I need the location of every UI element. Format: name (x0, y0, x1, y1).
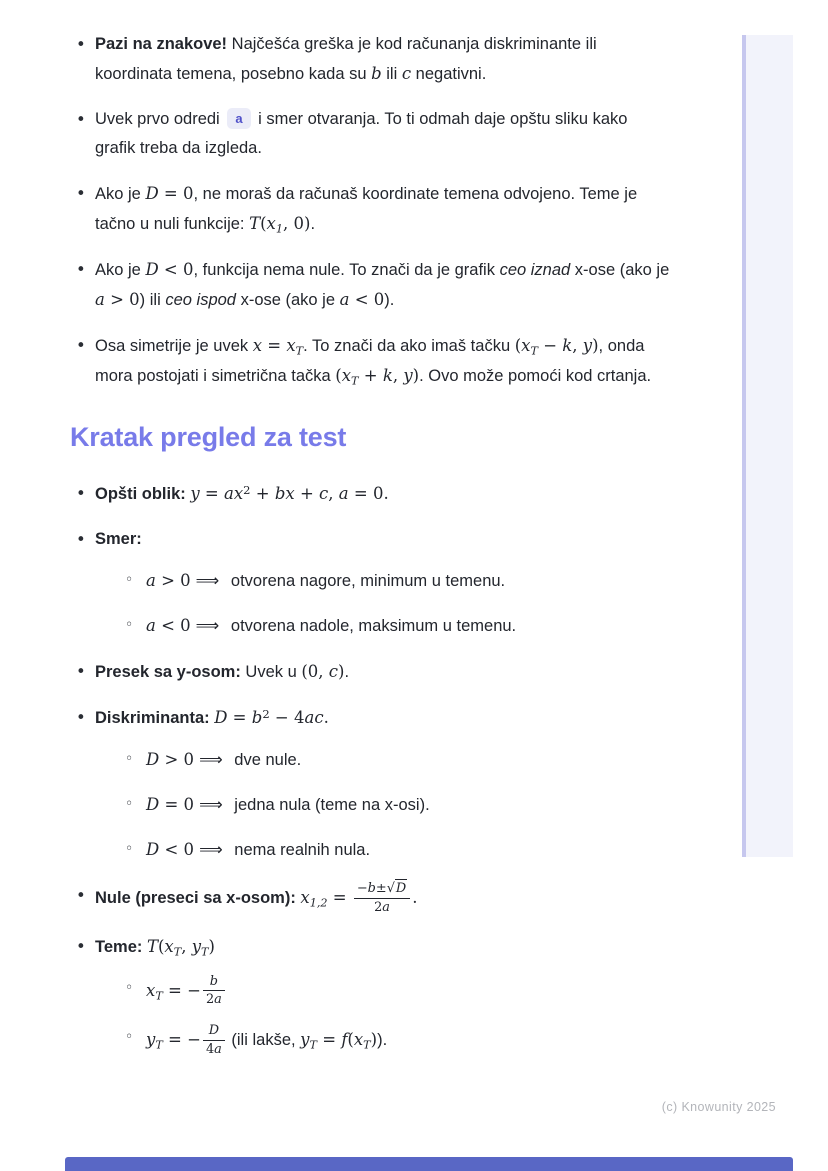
text-segment: Osa simetrije je uvek (95, 337, 253, 355)
text-segment: Presek sa y-osom: (95, 663, 246, 681)
list-item-text (95, 482, 389, 503)
text-segment: , (181, 936, 192, 956)
text-segment: + (358, 366, 383, 385)
text-segment: ceo iznad (499, 261, 571, 279)
text-segment: D (145, 184, 159, 203)
review-bullet-list (70, 479, 670, 1058)
list-item-text (95, 938, 215, 956)
sub-list-item (122, 974, 670, 1009)
text-segment: T (249, 214, 261, 233)
list-item (70, 525, 670, 641)
math-fraction (354, 881, 410, 916)
text-segment: y (403, 366, 413, 385)
text-segment: negativni. (411, 65, 487, 83)
text-segment: ⟹ (199, 750, 223, 769)
list-item-text (95, 706, 329, 727)
list-item-text (146, 841, 370, 859)
list-item-text (95, 35, 597, 83)
text-segment: ( (260, 214, 267, 233)
text-segment: a (382, 899, 390, 915)
text-segment: , 0) (283, 214, 311, 233)
math-subscript: T (155, 989, 163, 1003)
text-segment: ili (381, 65, 402, 83)
intro-bullet-list (70, 30, 670, 391)
text-segment: ). (377, 1031, 388, 1050)
list-item-text (95, 336, 652, 388)
list-item (70, 703, 670, 865)
math-subscript: T (155, 1038, 163, 1052)
text-segment: = (199, 484, 224, 503)
text-segment: x (252, 336, 263, 355)
list-item (70, 30, 670, 89)
copyright-notice: (c) Knowunity 2025 (661, 1100, 776, 1114)
text-segment: ⟹ (199, 795, 223, 814)
text-segment: ( (335, 366, 342, 385)
text-segment: ) (592, 336, 599, 355)
list-item-text (146, 796, 430, 814)
text-segment: x (266, 214, 276, 233)
text-segment: ) (208, 936, 215, 956)
text-segment: . To znači da ako imaš tačku (303, 337, 515, 355)
sub-list-item (122, 790, 670, 820)
sub-list-item (122, 611, 670, 641)
text-segment: otvorena nadole, maksimum u temenu. (226, 617, 517, 635)
text-segment: Teme: (95, 937, 147, 956)
text-segment: D (208, 1023, 220, 1039)
text-segment: , (328, 484, 339, 503)
text-segment: x (286, 336, 296, 355)
text-segment: y (146, 1030, 156, 1050)
list-item-text (146, 617, 516, 635)
math-subscript: T (530, 344, 538, 358)
text-segment: Ako je (95, 261, 146, 279)
text-segment: D (146, 840, 160, 859)
text-segment: jedna nula (teme na x-osi). (229, 796, 430, 814)
text-segment: (ili lakše, (226, 1031, 301, 1050)
nested-bullet-list (95, 745, 670, 865)
text-segment: ( (514, 336, 522, 355)
text-segment: − 4 (269, 708, 305, 727)
text-segment: k (382, 366, 393, 385)
text-segment: , (572, 336, 583, 355)
text-segment: = (227, 708, 252, 727)
text-segment: ⟹ (199, 840, 223, 859)
text-segment: x (164, 936, 174, 956)
text-segment: ( (347, 1030, 354, 1050)
text-segment: ± (375, 881, 387, 896)
text-segment: + (294, 484, 320, 503)
text-segment: x (146, 980, 156, 1000)
nested-bullet-list (95, 974, 670, 1058)
text-segment: x (300, 888, 310, 908)
text-segment: D (146, 750, 160, 769)
text-segment: nema realnih nula. (229, 841, 371, 859)
list-item (70, 932, 670, 1058)
list-item-text (146, 572, 505, 590)
text-segment: D (146, 795, 160, 814)
text-segment: y (191, 936, 202, 956)
math-subscript: T (309, 1038, 317, 1052)
text-segment: = − (162, 980, 201, 1000)
text-segment: ). (384, 291, 395, 309)
text-segment: . (310, 215, 316, 233)
inline-code-chip: a (227, 108, 250, 129)
text-segment: y (582, 336, 593, 355)
next-page-bottom-edge (65, 1157, 793, 1171)
text-segment: b (371, 64, 382, 83)
math-subscript: 1 (275, 222, 283, 236)
list-item-text (146, 1023, 388, 1057)
text-segment: D (395, 881, 407, 896)
text-segment: ac (304, 708, 324, 727)
text-segment: a (146, 571, 156, 590)
sub-list-item (122, 835, 670, 865)
text-segment: 2 (374, 899, 383, 915)
nested-bullet-list (95, 566, 670, 641)
text-segment: Uvek u (245, 663, 302, 681)
text-segment: Diskriminanta: (95, 709, 215, 727)
math-subscript: T (363, 1038, 371, 1052)
text-segment: D (214, 708, 228, 727)
text-segment: 4 (205, 1041, 215, 1057)
text-segment: x (341, 366, 352, 385)
math-subscript: T (351, 374, 359, 388)
text-segment: . Ovo može pomoći kod crtanja. (419, 367, 652, 385)
text-segment: Najčešća greška je kod računanja diskriminante ili koordinata temena, posebno kada su (95, 35, 597, 83)
text-segment: = (262, 336, 287, 355)
text-segment: Nule (preseci sa x-osom): (95, 889, 301, 908)
list-item-text (95, 881, 418, 915)
text-segment: a (214, 992, 222, 1008)
text-segment: b (209, 973, 218, 989)
list-item (70, 179, 670, 239)
text-segment: < 0 (159, 840, 195, 859)
text-segment: 2 (205, 992, 215, 1008)
text-segment: Opšti oblik: (95, 485, 191, 503)
list-item-text (95, 530, 142, 548)
text-segment: = (316, 1030, 342, 1050)
text-segment: ) (412, 366, 420, 385)
text-segment: a (339, 290, 350, 309)
math-supscript: 2 (262, 706, 270, 721)
text-segment: otvorena nagore, minimum u temenu. (226, 572, 506, 590)
text-segment: ⟹ (195, 616, 220, 635)
text-segment: . (323, 708, 329, 727)
list-item (70, 331, 670, 391)
text-segment: c (319, 484, 329, 503)
text-segment: < 0 (158, 260, 194, 279)
text-segment: < 0 (349, 290, 385, 309)
text-segment: x-ose (ako je (570, 261, 670, 279)
text-segment: ⟹ (195, 571, 220, 590)
text-segment: Ako je (95, 185, 146, 203)
text-segment: , ne moraš da računaš koordinate temena odvojeno. Teme je tačno u nuli funkcije: (95, 185, 638, 233)
text-segment: f (341, 1030, 348, 1050)
text-segment: dve nule. (229, 751, 302, 769)
math-fraction (203, 1023, 225, 1058)
list-item-text (95, 184, 638, 236)
text-segment: = (327, 888, 352, 908)
math-supscript: 2 (243, 482, 251, 497)
text-segment: x-ose (ako je (235, 291, 340, 309)
list-item-text (146, 751, 301, 769)
text-segment: < 0 (155, 616, 191, 635)
text-segment: a (214, 1041, 222, 1057)
text-segment: , funkcija nema nule. To znači da je grafik (193, 261, 500, 279)
math-subscript: 1,2 (309, 896, 328, 910)
text-segment: x (353, 1030, 364, 1050)
math-subscript: T (295, 344, 304, 358)
list-item-text (95, 261, 669, 309)
list-item-text (95, 663, 349, 681)
list-item-text (95, 110, 627, 157)
text-segment: = 0 (159, 795, 195, 814)
document-content (70, 30, 670, 1074)
next-page-side-preview (742, 35, 793, 857)
text-segment: bx (274, 484, 295, 503)
text-segment: b (251, 708, 263, 727)
section-heading: Kratak pregled za test (70, 422, 347, 452)
text-segment: a (95, 290, 105, 309)
text-segment: T (146, 936, 158, 956)
text-segment: ) (370, 1030, 378, 1050)
text-segment: = 0 (158, 184, 194, 203)
text-segment: Uvek prvo odredi (95, 110, 225, 128)
text-segment: ) (338, 662, 345, 681)
text-segment: c (401, 64, 412, 83)
text-segment: a (338, 484, 349, 503)
text-segment: − (537, 336, 563, 355)
text-segment: (0, (301, 662, 329, 681)
text-segment: , (392, 366, 404, 385)
math-subscript: T (173, 944, 182, 958)
sub-list-item (122, 566, 670, 596)
text-segment: ceo ispod (165, 291, 236, 309)
sub-list-item (122, 745, 670, 775)
text-segment: D (145, 260, 159, 279)
text-segment: = − (162, 1030, 201, 1050)
text-segment: > 0 (155, 571, 191, 590)
text-segment: ( (157, 936, 165, 956)
text-segment: c (328, 662, 339, 681)
list-item (70, 881, 670, 916)
text-segment: Smer: (95, 530, 142, 548)
list-item-text (146, 973, 227, 1008)
text-segment: k (562, 336, 573, 355)
text-segment: . (344, 663, 350, 681)
list-item (70, 105, 670, 163)
math-fraction (203, 974, 225, 1009)
list-item (70, 255, 670, 315)
text-segment: , onda mora postojati i simetrična tačka (95, 337, 645, 385)
text-segment: i smer otvaranja. To ti odmah daje opštu sliku kako grafik treba da izgleda. (95, 110, 628, 157)
list-item (70, 657, 670, 687)
text-segment: y (300, 1030, 310, 1050)
list-item (70, 479, 670, 509)
text-segment: ax (224, 484, 244, 503)
text-segment: > 0 (104, 290, 140, 309)
math-subscript: T (201, 944, 209, 958)
sub-list-item (122, 1023, 670, 1058)
math-sqrt: √D (386, 881, 407, 896)
text-segment: > 0 (159, 750, 195, 769)
text-segment: + (250, 484, 275, 503)
text-segment: Pazi na znakove! (95, 35, 228, 53)
text-segment: = 0. (348, 484, 389, 503)
text-segment: y (190, 484, 200, 503)
text-segment: − (356, 881, 368, 896)
text-segment: a (146, 616, 156, 635)
text-segment: . (412, 888, 418, 908)
text-segment: b (367, 881, 376, 896)
text-segment: ) ili (139, 291, 166, 309)
text-segment: x (521, 336, 531, 355)
